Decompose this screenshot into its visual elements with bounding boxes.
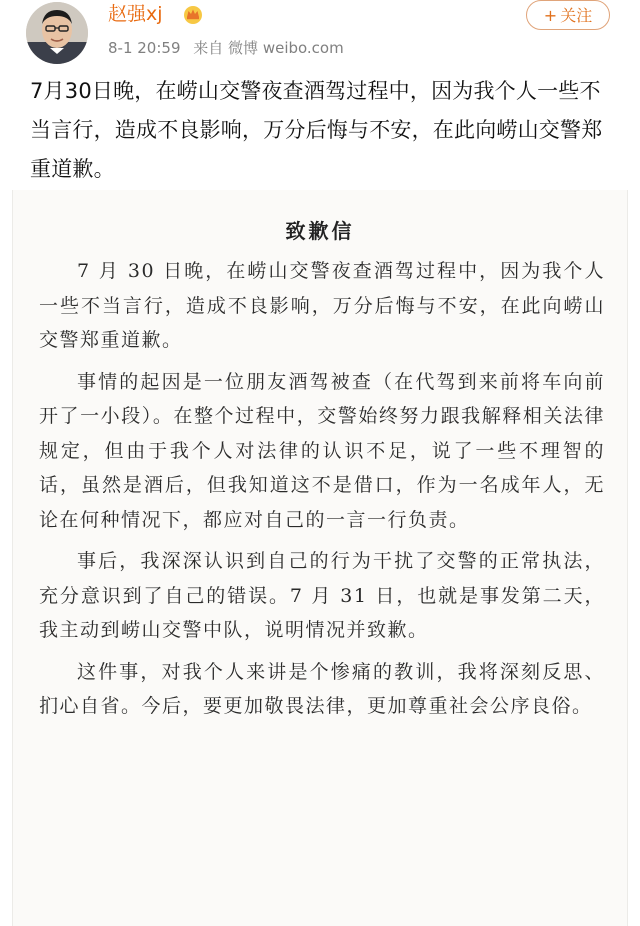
follow-button[interactable] — [526, 0, 610, 30]
apology-letter-image[interactable] — [12, 190, 628, 926]
plus-icon: + — [543, 6, 558, 25]
letter-paragraph: 这件事，对我个人来讲是个惨痛的教训，我将深刻反思、扪心自省。今后，要更加敬畏法律，更加尊重社会公序良俗。 — [39, 660, 605, 717]
post-date: 8-1 20:59 — [108, 39, 181, 57]
post-text: 7月30日晚，在崂山交警夜查酒驾过程中，因为我个人一些不当言行，造成不良影响，万分后悔与不安，在此向崂山交警郑重道歉。 — [30, 79, 603, 181]
post-meta — [108, 38, 352, 58]
user-name[interactable]: 赵强xj — [108, 3, 163, 25]
post-header — [0, 0, 640, 66]
avatar-image — [26, 2, 88, 64]
letter-title: 致歉信 — [285, 219, 355, 243]
letter-paragraph: 7 月 30 日晚，在崂山交警夜查酒驾过程中，因为我个人一些不当言行，造成不良影响，万分后悔与不安，在此向崂山交警郑重道歉。 — [39, 260, 605, 351]
follow-label: 关注 — [560, 6, 593, 25]
avatar[interactable] — [26, 2, 88, 64]
letter-paragraph: 事情的起因是一位朋友酒驾被查（在代驾到来前将车向前开了一小段）。在整个过程中，交警始终努力跟我解释相关法律规定，但由于我个人对法律的认识不足，说了一些不理智的话，虽然是酒后，但我知道这不是借口，作为一名成年人，无论在何种情况下，都应对自己的一言一行负责。 — [39, 370, 605, 531]
crown-vip-icon[interactable] — [182, 4, 204, 24]
post-source[interactable]: 来自 微博 weibo.com — [193, 39, 344, 57]
letter-body — [39, 254, 605, 731]
letter-paragraph: 事后，我深深认识到自己的行为干扰了交警的正常执法，充分意识到了自己的错误。7 月 31 日，也就是事发第二天，我主动到崂山交警中队，说明情况并致歉。 — [39, 550, 605, 641]
